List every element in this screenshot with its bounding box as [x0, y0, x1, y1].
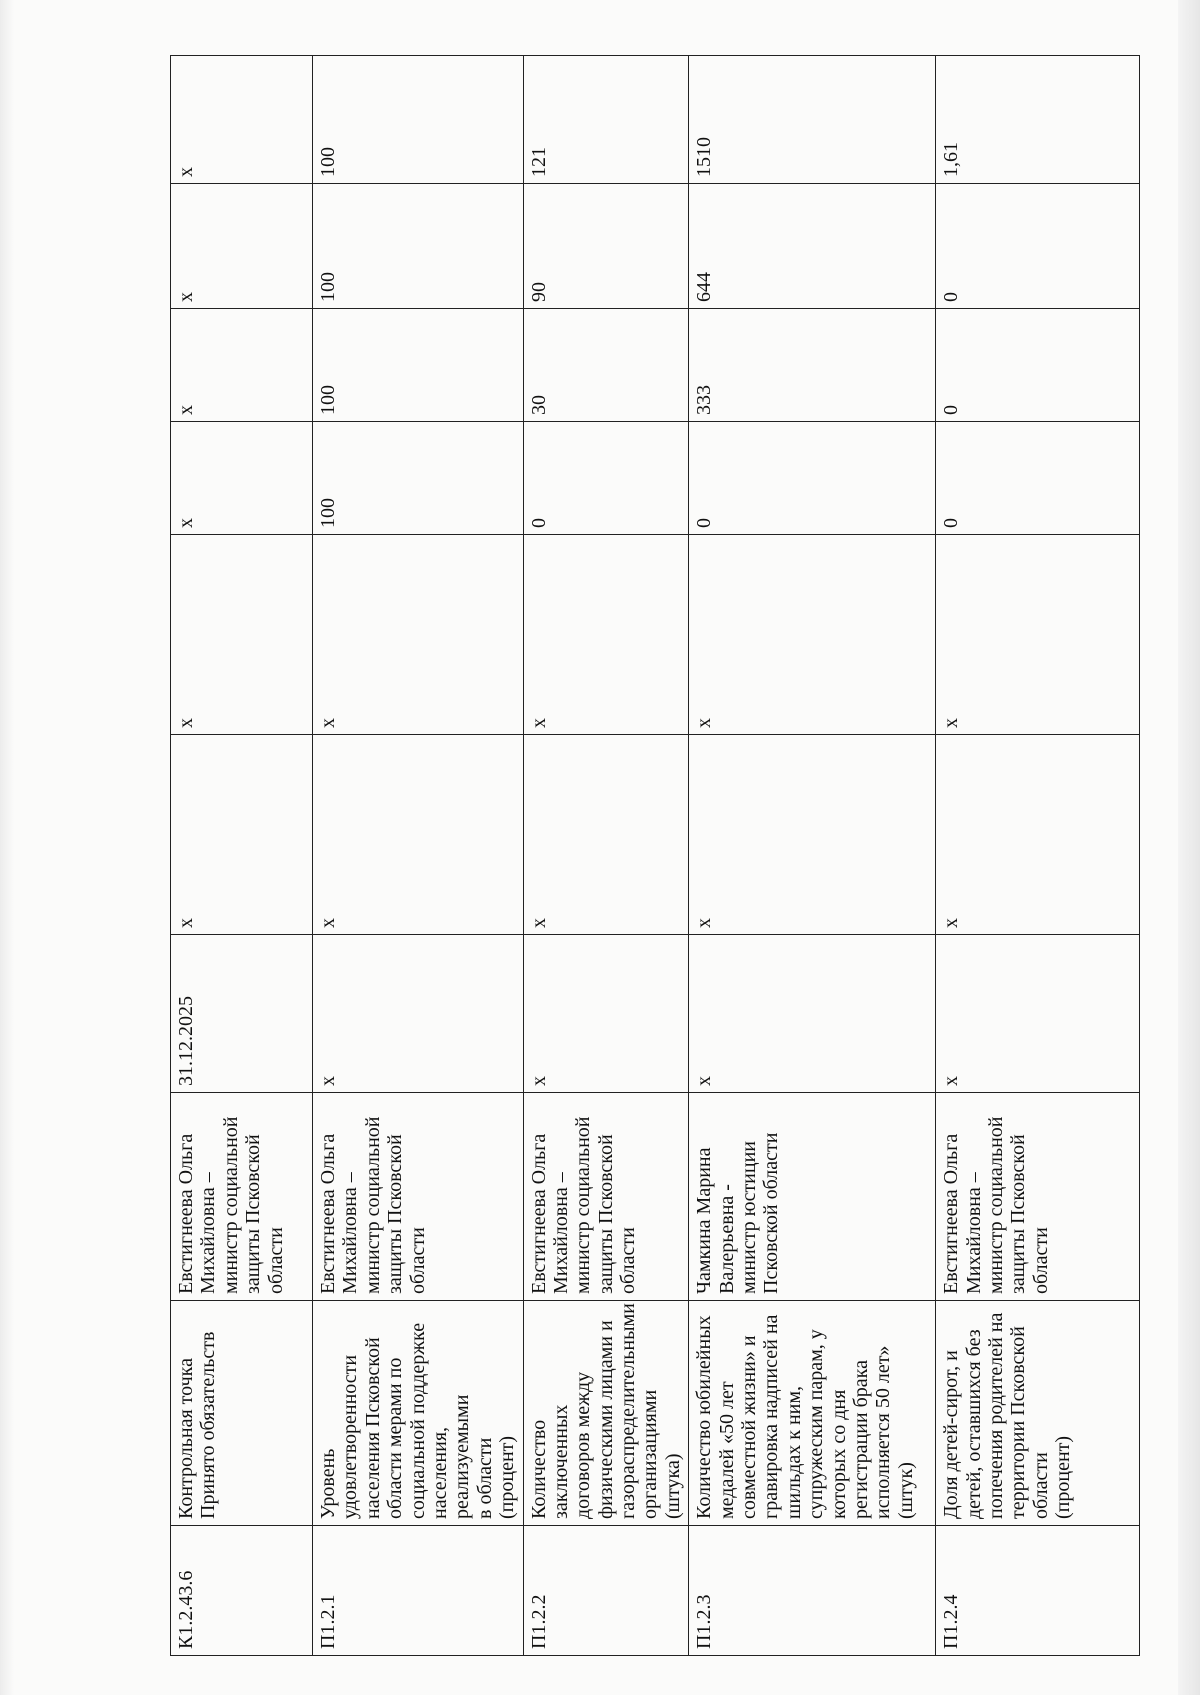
row-name: Доля детей-сирот, и детей, оставшихся без попечения родителей на территории Псковской области (процент) — [936, 1301, 1140, 1526]
indicators-table — [170, 55, 1140, 1656]
row-value: 121 — [523, 56, 689, 184]
row-value: х — [689, 535, 936, 735]
row-value: 333 — [689, 309, 936, 422]
row-value: х — [171, 309, 313, 422]
row-responsible: Евстигнеева Ольга Михайловна – министр социальной защиты Псковской области — [171, 1093, 313, 1301]
row-value: 100 — [313, 56, 524, 184]
row-value: х — [523, 535, 689, 735]
row-value: х — [313, 535, 524, 735]
scan-edge-right — [1178, 0, 1200, 1695]
table-row — [936, 56, 1140, 1656]
row-value: х — [171, 735, 313, 935]
row-code: К1.2.43.6 — [171, 1526, 313, 1656]
row-code: П1.2.3 — [689, 1526, 936, 1656]
row-code: П1.2.4 — [936, 1526, 1140, 1656]
row-code: П1.2.2 — [523, 1526, 689, 1656]
table-row — [171, 56, 313, 1656]
row-responsible: Чамкина Марина Валерьевна - министр юстиции Псковской области — [689, 1093, 936, 1301]
row-value: 100 — [313, 184, 524, 309]
row-value: 90 — [523, 184, 689, 309]
row-value: 644 — [689, 184, 936, 309]
row-name: Контрольная точка Принято обязательств — [171, 1301, 313, 1526]
row-value: 0 — [936, 309, 1140, 422]
row-value: х — [171, 535, 313, 735]
table-row — [313, 56, 524, 1656]
row-date: х — [689, 935, 936, 1093]
row-date: х — [936, 935, 1140, 1093]
row-date: 31.12.2025 — [171, 935, 313, 1093]
row-value: х — [313, 735, 524, 935]
row-name: Количество заключенных договоров между физическими лицами и газораспределительными организациями (штука) — [523, 1301, 689, 1526]
row-responsible: Евстигнеева Ольга Михайловна – министр социальной защиты Псковской области — [936, 1093, 1140, 1301]
row-value: 100 — [313, 422, 524, 535]
row-code: П1.2.1 — [313, 1526, 524, 1656]
row-value: х — [523, 735, 689, 935]
row-value: 0 — [936, 184, 1140, 309]
row-name: Уровень удовлетворенности населения Псковской области мерами по социальной поддержке населения, реализуемыми в области (процент) — [313, 1301, 524, 1526]
row-value: 0 — [936, 422, 1140, 535]
row-value: 30 — [523, 309, 689, 422]
table-row — [523, 56, 689, 1656]
row-value: 1510 — [689, 56, 936, 184]
table-row — [689, 56, 936, 1656]
row-value: х — [689, 735, 936, 935]
row-value: х — [936, 735, 1140, 935]
row-responsible: Евстигнеева Ольга Михайловна – министр социальной защиты Псковской области — [313, 1093, 524, 1301]
row-date: х — [313, 935, 524, 1093]
row-value: 0 — [689, 422, 936, 535]
row-responsible: Евстигнеева Ольга Михайловна – министр социальной защиты Псковской области — [523, 1093, 689, 1301]
row-value: 0 — [523, 422, 689, 535]
row-value: 100 — [313, 309, 524, 422]
row-value: х — [171, 56, 313, 184]
row-value: х — [936, 535, 1140, 735]
row-value: х — [171, 422, 313, 535]
scan-edge-left — [0, 0, 14, 1695]
row-value: х — [171, 184, 313, 309]
row-value: 1,61 — [936, 56, 1140, 184]
row-name: Количество юбилейных медалей «50 лет совместной жизни» и гравировка надписей на шильдах к ним, супружеским парам, у которых со дня регистрации брака исполняется 50 лет» (штук) — [689, 1301, 936, 1526]
row-date: х — [523, 935, 689, 1093]
rotated-table-container — [170, 56, 1100, 1656]
